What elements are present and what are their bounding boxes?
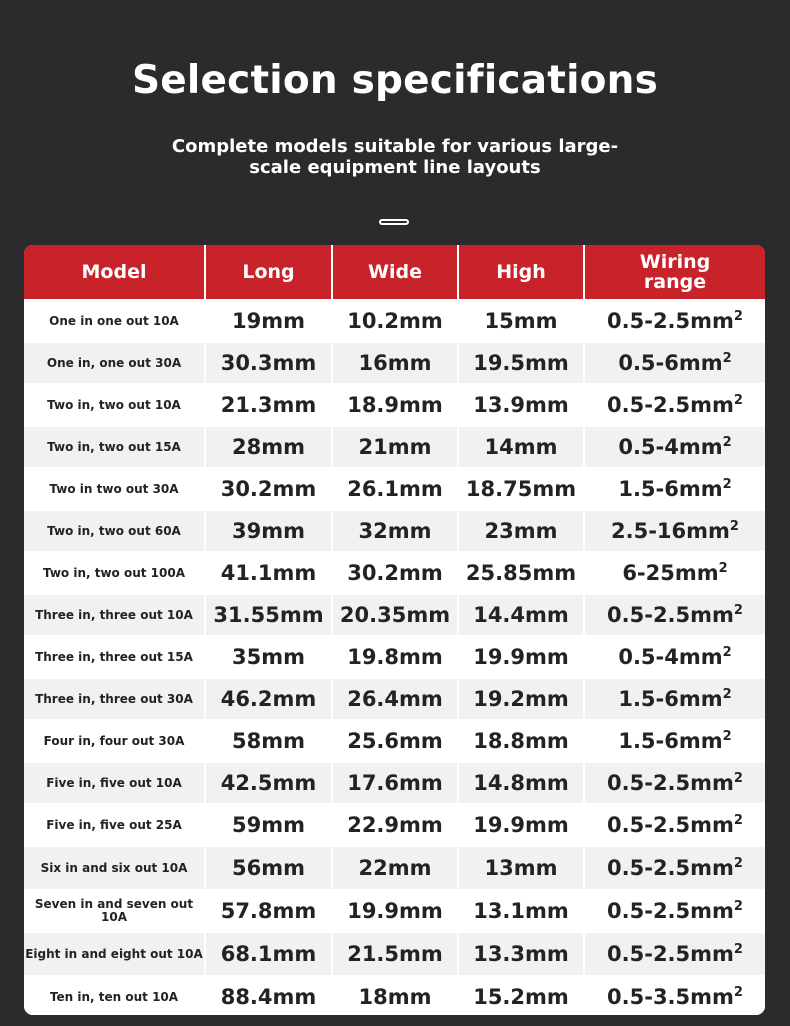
unit-exponent: 2 [733,899,743,914]
table-row [24,762,765,804]
wiring-range-label: Wiring range [639,251,711,293]
high-cell: 13.1mm [458,890,584,932]
table-row [24,468,765,510]
high-cell: 19.5mm [458,342,584,384]
wiring-range-cell [584,762,765,804]
column-header-long: Long [205,245,332,300]
wiring-range-cell [584,804,765,846]
unit-exponent: 2 [722,477,732,492]
model-cell: Eight in and eight out 10A [24,932,205,976]
model-cell: Two in, two out 15A [24,426,205,468]
high-cell: 14.8mm [458,762,584,804]
high-cell: 19.2mm [458,678,584,720]
high-cell: 14.4mm [458,594,584,636]
wide-cell: 19.8mm [332,636,458,678]
table-row [24,510,765,552]
long-cell: 88.4mm [205,976,332,1015]
model-cell: Six in and six out 10A [24,846,205,890]
wide-cell: 25.6mm [332,720,458,762]
high-cell: 18.75mm [458,468,584,510]
high-cell: 19.9mm [458,636,584,678]
high-cell: 25.85mm [458,552,584,594]
model-cell: One in, one out 30A [24,342,205,384]
unit-exponent: 2 [718,561,728,576]
wiring-range-value: 0.5-6mm [618,351,723,375]
column-header-high: High [458,245,584,300]
wiring-range-value: 0.5-2.5mm [607,899,734,923]
wiring-range-value: 1.5-6mm [618,687,723,711]
wiring-range-value: 0.5-4mm [618,645,723,669]
wiring-range-cell [584,426,765,468]
high-cell: 18.8mm [458,720,584,762]
model-cell: Ten in, ten out 10A [24,976,205,1015]
long-cell: 39mm [205,510,332,552]
table-row [24,636,765,678]
wide-cell: 26.4mm [332,678,458,720]
wiring-range-cell [584,932,765,976]
unit-exponent: 2 [722,435,732,450]
unit-exponent: 2 [733,309,743,324]
table-row [24,594,765,636]
long-cell: 41.1mm [205,552,332,594]
long-cell: 19mm [205,300,332,342]
wiring-range-value: 0.5-2.5mm [607,603,734,627]
wiring-range-cell [584,468,765,510]
long-cell: 30.3mm [205,342,332,384]
wiring-range-value: 0.5-2.5mm [607,771,734,795]
high-cell: 13.3mm [458,932,584,976]
unit-exponent: 2 [733,813,743,828]
model-cell: Two in, two out 60A [24,510,205,552]
wiring-range-value: 0.5-2.5mm [607,856,734,880]
long-cell: 59mm [205,804,332,846]
wide-cell: 26.1mm [332,468,458,510]
model-cell: Seven in and seven out 10A [24,890,205,932]
wide-cell: 16mm [332,342,458,384]
table-row [24,932,765,976]
wiring-range-cell [584,552,765,594]
table-row [24,426,765,468]
wiring-range-value: 0.5-4mm [618,435,723,459]
high-cell: 19.9mm [458,804,584,846]
wiring-range-cell [584,342,765,384]
long-cell: 57.8mm [205,890,332,932]
high-cell: 23mm [458,510,584,552]
model-cell: Four in, four out 30A [24,720,205,762]
long-cell: 21.3mm [205,384,332,426]
table-row [24,678,765,720]
table-row [24,890,765,932]
table-row [24,552,765,594]
wide-cell: 19.9mm [332,890,458,932]
long-cell: 46.2mm [205,678,332,720]
model-cell: Three in, three out 10A [24,594,205,636]
wiring-range-cell [584,300,765,342]
column-header-wide: Wide [332,245,458,300]
unit-exponent: 2 [722,645,732,660]
wide-cell: 32mm [332,510,458,552]
unit-exponent: 2 [733,393,743,408]
wide-cell: 18.9mm [332,384,458,426]
table-row [24,342,765,384]
wide-cell: 20.35mm [332,594,458,636]
unit-exponent: 2 [729,519,739,534]
table-header-row [24,245,765,300]
unit-exponent: 2 [733,985,743,1000]
unit-exponent: 2 [733,603,743,618]
wide-cell: 10.2mm [332,300,458,342]
wiring-range-cell [584,594,765,636]
wiring-range-cell [584,636,765,678]
wide-cell: 18mm [332,976,458,1015]
table-row [24,804,765,846]
high-cell: 15mm [458,300,584,342]
table-row [24,720,765,762]
long-cell: 31.55mm [205,594,332,636]
high-cell: 15.2mm [458,976,584,1015]
unit-exponent: 2 [733,942,743,957]
high-cell: 13mm [458,846,584,890]
spec-table-card [24,245,765,1015]
wiring-range-value: 0.5-2.5mm [607,813,734,837]
wiring-range-cell [584,976,765,1015]
unit-exponent: 2 [733,771,743,786]
model-cell: One in one out 10A [24,300,205,342]
pill-divider [379,219,409,225]
unit-exponent: 2 [722,351,732,366]
model-cell: Three in, three out 15A [24,636,205,678]
wide-cell: 17.6mm [332,762,458,804]
wide-cell: 21.5mm [332,932,458,976]
wiring-range-value: 6-25mm [622,561,719,585]
wide-cell: 22.9mm [332,804,458,846]
unit-exponent: 2 [722,729,732,744]
wide-cell: 22mm [332,846,458,890]
model-cell: Two in, two out 100A [24,552,205,594]
column-header-model: Model [24,245,205,300]
spec-table [24,245,765,1015]
unit-exponent: 2 [722,687,732,702]
table-row [24,384,765,426]
wiring-range-cell [584,720,765,762]
wiring-range-value: 2.5-16mm [611,519,730,543]
wiring-range-value: 1.5-6mm [618,729,723,753]
long-cell: 68.1mm [205,932,332,976]
high-cell: 14mm [458,426,584,468]
high-cell: 13.9mm [458,384,584,426]
wiring-range-value: 0.5-2.5mm [607,393,734,417]
wide-cell: 21mm [332,426,458,468]
page-subtitle: Complete models suitable for various large-scale equipment line layouts [171,136,619,178]
model-cell: Five in, five out 25A [24,804,205,846]
table-row [24,846,765,890]
table-row [24,976,765,1015]
page-title: Selection specifications [131,58,659,103]
long-cell: 28mm [205,426,332,468]
model-cell: Five in, five out 10A [24,762,205,804]
long-cell: 42.5mm [205,762,332,804]
long-cell: 56mm [205,846,332,890]
column-header-wiring-range [584,245,765,300]
wiring-range-cell [584,384,765,426]
wiring-range-cell [584,678,765,720]
wiring-range-value: 0.5-3.5mm [607,985,734,1009]
unit-exponent: 2 [733,856,743,871]
wiring-range-cell [584,846,765,890]
wiring-range-cell [584,890,765,932]
model-cell: Two in, two out 10A [24,384,205,426]
wiring-range-value: 1.5-6mm [618,477,723,501]
long-cell: 35mm [205,636,332,678]
model-cell: Three in, three out 30A [24,678,205,720]
table-row [24,300,765,342]
wiring-range-cell [584,510,765,552]
wiring-range-value: 0.5-2.5mm [607,942,734,966]
long-cell: 58mm [205,720,332,762]
wide-cell: 30.2mm [332,552,458,594]
wiring-range-value: 0.5-2.5mm [607,309,734,333]
model-cell: Two in two out 30A [24,468,205,510]
long-cell: 30.2mm [205,468,332,510]
